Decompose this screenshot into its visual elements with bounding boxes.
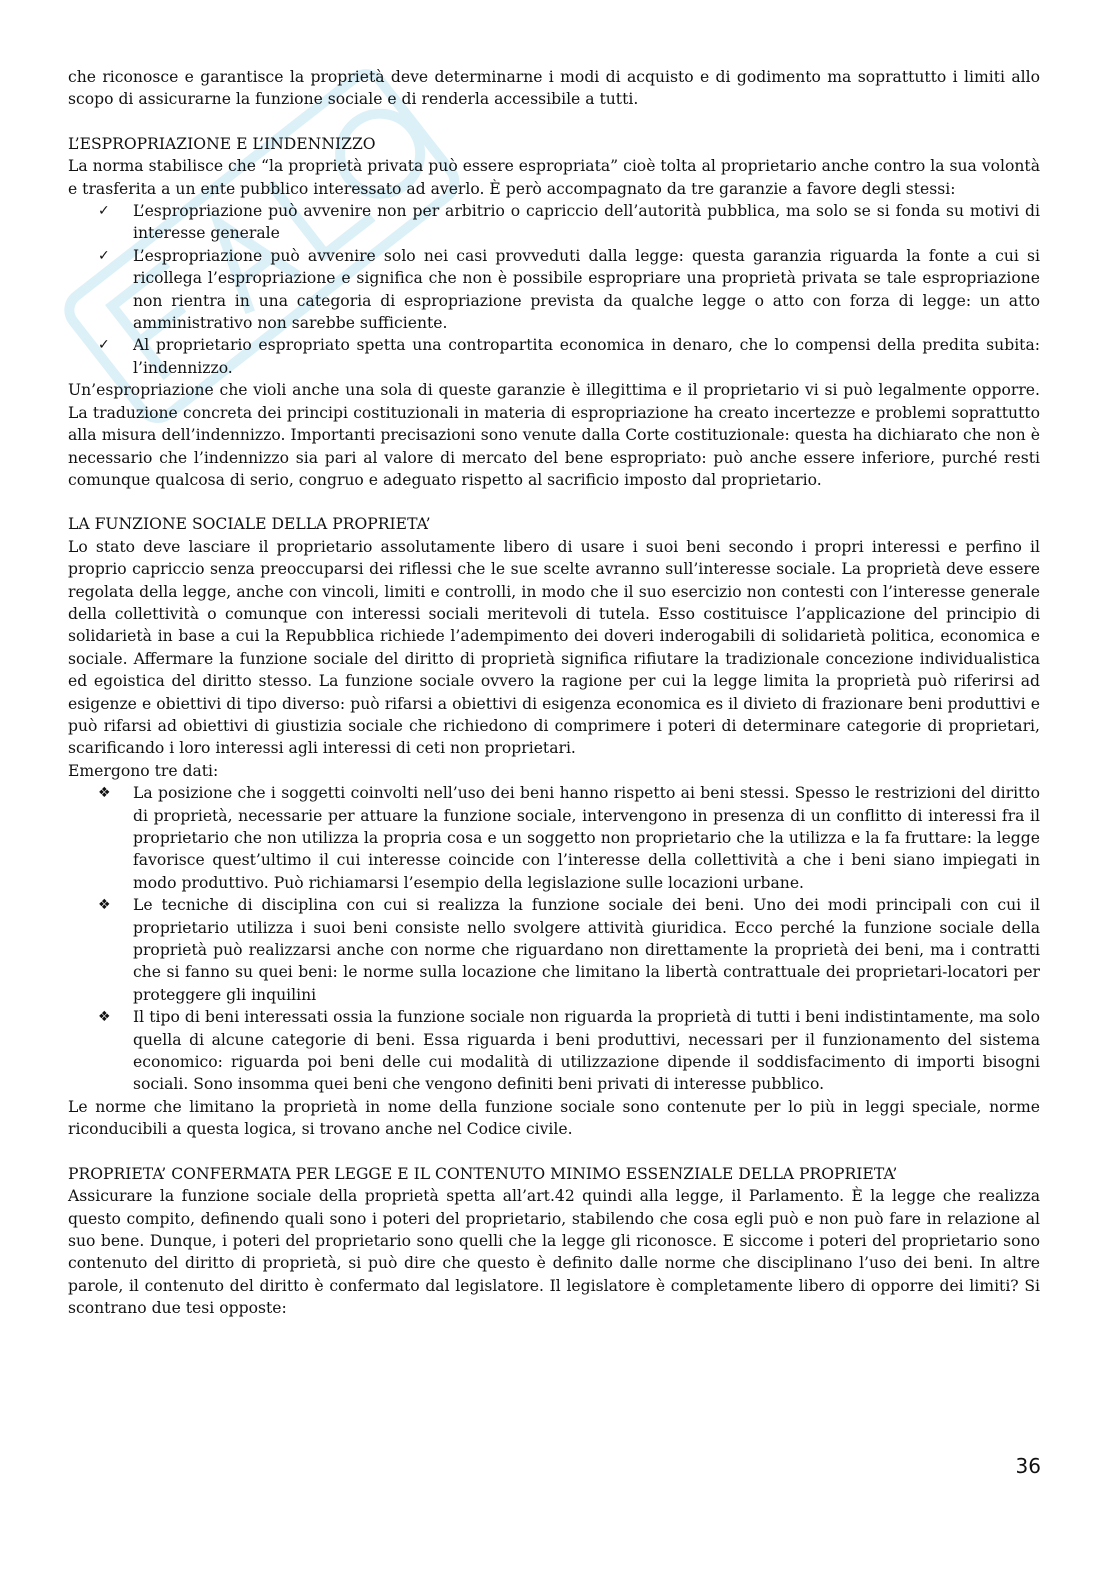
diamond-bullet-icon: ❖ xyxy=(98,897,111,914)
list-item-text: Il tipo di beni interessati ossia la funzione sociale non riguarda la proprietà di tutti i beni indistintamente, ma solo quella di alcune categorie di beni. Essa riguarda i beni produttivi, necessari per il funzionamento del sistema economico: riguarda poi beni delle cui modalità di utilizzazione dipende il soddisfacimento di importi bisogni sociali. Sono insomma quei beni che vengono definiti beni privati di interesse pubblico. xyxy=(133,1008,1040,1094)
heading-funzione-sociale: LA FUNZIONE SOCIALE DELLA PROPRIETA’ xyxy=(68,515,431,534)
dati-list xyxy=(68,782,1040,1096)
list-item xyxy=(68,200,1040,245)
garanzie-list xyxy=(68,200,1040,379)
funzione-paragraph-1: Lo stato deve lasciare il proprietario assolutamente libero di usare i suoi beni secondo i propri interessi e perfino il proprio capriccio senza preoccuparsi dei riflessi che le sue scelte avranno sull’interesse sociale. La proprietà deve essere regolata della legge, anche con vincoli, limiti e controlli, in modo che il suo esercizio non contesti con l’interesse generale della collettività o comunque con interessi sociali meritevoli di tutela. Esso costituisce l’applicazione del principio di solidarietà in base a cui la Repubblica richiede l’adempimento dei doveri inderogabili di solidarietà politica, economica e sociale. Affermare la funzione sociale del diritto di proprietà significa rifiutare la tradizionale concezione individualistica ed egoistica del diritto stesso. La funzione sociale ovvero la ragione per cui la legge limita la proprietà può riferirsi ad esigenze e obiettivi di tipo diverso: può rifarsi a obiettivi di esigenza economica es il divieto di frazionare beni produttivi e può rifarsi ad obiettivi di giustizia sociale che richiedono di comprimere i poteri di determinare categorie di proprietari, scarificando i loro interessi agli interessi di ceti non proprietari. xyxy=(68,537,1040,758)
list-item xyxy=(68,245,1040,335)
contenuto-paragraph-1: Assicurare la funzione sociale della proprietà spetta all’art.42 quindi alla legge, il Parlamento. È la legge che realizza questo compito, definendo quali sono i poteri del proprietario, stabilendo che cosa egli può e non può fare in relazione al suo bene. Dunque, i poteri del proprietario sono quelli che la legge gli riconosce. E siccome i poteri del proprietario sono contenuto del diritto di proprietà, si può dire che questo è definito dalle norme che disciplinano l’uso dei beni. In altre parole, il contenuto del diritto è confermato dal legislatore. Il legislatore è completamente libero di opporre dei limiti? Si scontrano due tesi opposte: xyxy=(68,1187,1040,1318)
funzione-paragraph-2: Emergono tre dati: xyxy=(68,761,219,780)
checkmark-icon: ✓ xyxy=(98,337,110,354)
diamond-bullet-icon: ❖ xyxy=(98,1009,111,1026)
list-item-text: Al proprietario espropriato spetta una contropartita economica in denaro, che lo compensi della predita subita: l’indennizzo. xyxy=(133,336,1040,377)
list-item xyxy=(68,894,1040,1006)
funzione-paragraph-3: Le norme che limitano la proprietà in nome della funzione sociale sono contenute per lo più in leggi speciale, norme riconducibili a questa logica, si trovano anche nel Codice civile. xyxy=(68,1097,1040,1139)
checkmark-icon: ✓ xyxy=(98,203,110,220)
list-item-text: Le tecniche di disciplina con cui si realizza la funzione sociale dei beni. Uno dei modi principali con cui il proprietario utilizza i suoi beni consiste nello svolgere attività giuridica. Ecco perché la funzione sociale della proprietà può realizzarsi anche con norme che riguardano non direttamente la proprietà dei beni, ma i contratti che si fanno su quei beni: le norme sulla locazione che limitano la libertà contrattuale dei proprietari-locatori per proteggere gli inquilini xyxy=(133,896,1040,1004)
diamond-bullet-icon: ❖ xyxy=(98,785,111,802)
list-item xyxy=(68,782,1040,894)
heading-espropriazione: L’ESPROPRIAZIONE E L’INDENNIZZO xyxy=(68,134,376,153)
intro-paragraph: che riconosce e garantisce la proprietà deve determinarne i modi di acquisto e di godimento ma soprattutto i limiti allo scopo di assicurarne la funzione sociale e di renderla accessibile a tutti. xyxy=(68,68,1040,109)
espropriazione-paragraph-2: Un’espropriazione che violi anche una sola di queste garanzie è illegittima e il proprietario vi si può legalmente opporre. La traduzione concreta dei principi costituzionali in materia di espropriazione ha creato incertezze e problemi soprattutto alla misura dell’indennizzo. Importanti precisazioni sono venute dalla Corte costituzionale: questa ha dichiarato che non è necessario che l’indennizzo sia pari al valore di mercato del bene espropriato: può anche essere inferiore, purché resti comunque qualcosa di serio, congruo e adeguato rispetto al sacrificio imposto dal proprietario. xyxy=(68,381,1040,489)
list-item xyxy=(68,1006,1040,1096)
list-item-text: L’espropriazione può avvenire solo nei casi provveduti dalla legge: questa garanzia riguarda la fonte a cui si ricollega l’espropriazione e significa che non è possibile espropriare una proprietà privata se tale espropriazione non rientra in una categoria di espropriazione prevista da qualche legge o atto con forza di legge: un atto amministrativo non sarebbe sufficiente. xyxy=(133,246,1040,333)
list-item-text: La posizione che i soggetti coinvolti nell’uso dei beni hanno rispetto ai beni stessi. Spesso le restrizioni del diritto di proprietà, necessarie per attuare la funzione sociale, intervengono in presenza di un conflitto di interessi fra il proprietario che non utilizza la propria cosa e un soggetto non proprietario che la utilizza e la fa fruttare: la legge favorisce quest’ultimo il cui interesse coincide con l’interesse della collettività a che i beni siano impiegati in modo produttivo. Può richiamarsi l’esempio della legislazione sulle locazioni urbane. xyxy=(133,784,1040,892)
checkmark-icon: ✓ xyxy=(98,247,110,264)
page-number: 36 xyxy=(1015,1454,1041,1478)
document-page xyxy=(68,66,1040,1320)
espropriazione-paragraph-1: La norma stabilisce che “la proprietà privata può essere espropriata” cioè tolta al proprietario anche contro la sua volontà e trasferita a un ente pubblico interessato ad averlo. È però accompagnato da tre garanzie a favore degli stessi: xyxy=(68,157,1040,198)
heading-contenuto-minimo: PROPRIETA’ CONFERMATA PER LEGGE E IL CONTENUTO MINIMO ESSENZIALE DELLA PROPRIETA’ xyxy=(68,1164,898,1183)
list-item xyxy=(68,334,1040,379)
list-item-text: L’espropriazione può avvenire non per arbitrio o capriccio dell’autorità pubblica, ma solo se si fonda su motivi di interesse generale xyxy=(133,202,1040,243)
